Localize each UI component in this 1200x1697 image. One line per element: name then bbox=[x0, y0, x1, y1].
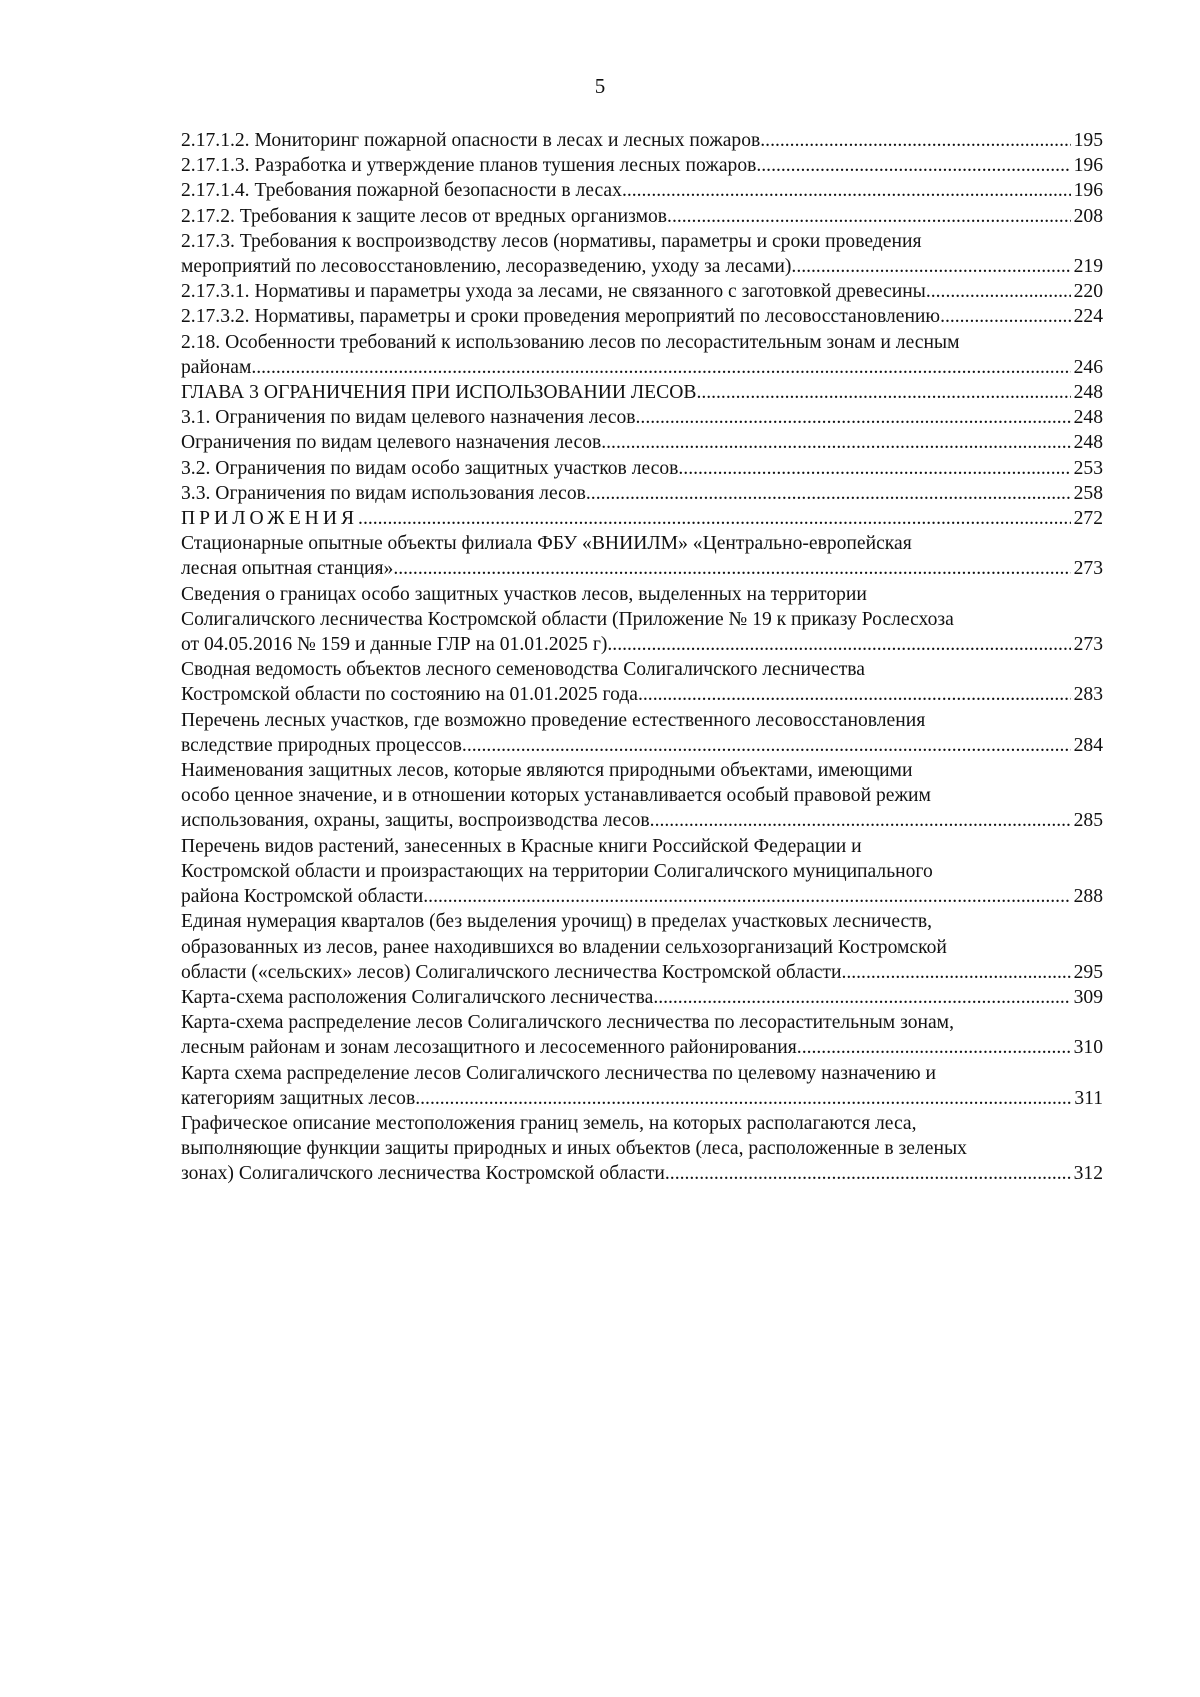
dot-leader bbox=[696, 380, 1070, 405]
toc-entry[interactable] bbox=[181, 582, 1103, 658]
toc-entry-page-number: 248 bbox=[1073, 382, 1103, 404]
toc-entry[interactable] bbox=[181, 279, 1103, 304]
toc-entry-title: Ограничения по видам целевого назначения лесов bbox=[181, 432, 602, 454]
dot-leader bbox=[358, 506, 1071, 531]
toc-entry-title: 2.17.1.3. Разработка и утверждение планов тушения лесных пожаров bbox=[181, 155, 757, 177]
toc-entry-title: зонах) Солигаличского лесничества Костромской области bbox=[181, 1163, 665, 1185]
dot-leader bbox=[653, 985, 1070, 1010]
toc-entry-page-number: 208 bbox=[1073, 205, 1103, 227]
toc-entry-final-line bbox=[181, 254, 1103, 279]
toc-entry-final-line bbox=[181, 279, 1103, 304]
toc-entry-page-number: 196 bbox=[1073, 180, 1103, 202]
toc-entry[interactable] bbox=[181, 456, 1103, 481]
toc-entry-final-line bbox=[181, 1086, 1103, 1111]
dot-leader bbox=[756, 153, 1070, 178]
toc-entry[interactable] bbox=[181, 229, 1103, 279]
dot-leader bbox=[667, 204, 1071, 229]
toc-entry-final-line bbox=[181, 960, 1103, 985]
toc-entry-text-line: выполняющие функции защиты природных и иных объектов (леса, расположенные в зеленых bbox=[181, 1138, 967, 1160]
toc-entry-text-line: 2.18. Особенности требований к использованию лесов по лесорастительным зонам и лесным bbox=[181, 331, 960, 353]
toc-entry[interactable] bbox=[181, 1010, 1103, 1060]
toc-entry-final-line bbox=[181, 204, 1103, 229]
toc-entry-title: Костромской области по состоянию на 01.01.2025 года bbox=[181, 684, 638, 706]
toc-entry-page-number: 224 bbox=[1073, 306, 1103, 328]
dot-leader bbox=[797, 1035, 1071, 1060]
toc-entry-final-line bbox=[181, 1161, 1103, 1186]
toc-entry[interactable] bbox=[181, 1111, 1103, 1187]
toc-entry[interactable] bbox=[181, 531, 1103, 581]
toc-entry-text-line: 2.17.3. Требования к воспроизводству лесов (нормативы, параметры и сроки проведения bbox=[181, 230, 922, 252]
toc-entry-page-number: 284 bbox=[1073, 734, 1103, 756]
toc-entry[interactable] bbox=[181, 204, 1103, 229]
toc-entry[interactable] bbox=[181, 506, 1103, 531]
toc-entry-title: 2.17.1.2. Мониторинг пожарной опасности в лесах и лесных пожаров. bbox=[181, 130, 766, 151]
toc-entry-title: использования, охраны, защиты, воспроизводства лесов bbox=[181, 810, 650, 832]
toc-entry-title: лесным районам и зонам лесозащитного и лесосеменного районирования bbox=[181, 1037, 797, 1059]
toc-entry-final-line bbox=[181, 304, 1103, 329]
dot-leader bbox=[636, 405, 1071, 430]
toc-entry-page-number: 273 bbox=[1073, 558, 1103, 580]
toc-entry-page-number: 285 bbox=[1073, 810, 1103, 832]
toc-entry[interactable] bbox=[181, 153, 1103, 178]
toc-entry-title: ПРИЛОЖЕНИЯ bbox=[181, 508, 359, 530]
toc-entry-page-number: 312 bbox=[1073, 1163, 1103, 1185]
dot-leader bbox=[607, 632, 1070, 657]
toc-entry-page-number: 196 bbox=[1073, 155, 1103, 177]
toc-entry[interactable] bbox=[181, 708, 1103, 758]
toc-entry-final-line bbox=[181, 985, 1103, 1010]
toc-entry-page-number: 310 bbox=[1073, 1037, 1103, 1059]
toc-entry-page-number: 283 bbox=[1073, 684, 1103, 706]
toc-entry[interactable] bbox=[181, 430, 1103, 455]
toc-entry-title: 2.17.1.4. Требования пожарной безопасности в лесах bbox=[181, 180, 622, 202]
toc-entry[interactable] bbox=[181, 834, 1103, 910]
toc-entry-final-line bbox=[181, 682, 1103, 707]
toc-entry[interactable] bbox=[181, 178, 1103, 203]
toc-entry-final-line bbox=[181, 884, 1103, 909]
toc-entry-page-number: 246 bbox=[1073, 356, 1103, 378]
toc-entry-text-line: Графическое описание местоположения границ земель, на которых располагаются леса, bbox=[181, 1112, 917, 1134]
dot-leader bbox=[846, 960, 1070, 985]
toc-entry-title: 3.2. Ограничения по видам особо защитных участков лесов bbox=[181, 457, 679, 479]
toc-entry[interactable] bbox=[181, 304, 1103, 329]
toc-entry-text-line: Стационарные опытные объекты филиала ФБУ «ВНИИЛМ» «Центрально-европейская bbox=[181, 533, 912, 555]
toc-entry[interactable] bbox=[181, 1061, 1103, 1111]
dot-leader bbox=[415, 1086, 1071, 1111]
toc-entry-title: 2.17.3.2. Нормативы, параметры и сроки проведения мероприятий по лесовосстановлению bbox=[181, 306, 941, 328]
toc-entry-text-line: Солигаличского лесничества Костромской области (Приложение № 19 к приказу Рослесхоза bbox=[181, 608, 954, 630]
toc-entry-final-line bbox=[181, 153, 1103, 178]
toc-entry-page-number: 219 bbox=[1073, 256, 1103, 278]
dot-leader bbox=[423, 884, 1070, 909]
dot-leader bbox=[665, 1161, 1071, 1186]
dot-leader bbox=[251, 355, 1070, 380]
toc-entry-title: района Костромской области bbox=[181, 886, 424, 908]
toc-entry-title: 3.3. Ограничения по видам использования лесов bbox=[181, 482, 586, 504]
toc-entry-title: Карта-схема расположения Солигаличского лесничества bbox=[181, 986, 654, 1008]
toc-entry[interactable] bbox=[181, 330, 1103, 380]
toc-entry-text-line: Карта-схема распределение лесов Солигаличского лесничества по лесорастительным зонам, bbox=[181, 1012, 954, 1034]
table-of-contents bbox=[181, 128, 1103, 1187]
toc-entry-text-line: Сведения о границах особо защитных участков лесов, выделенных на территории bbox=[181, 583, 867, 605]
toc-entry-title: 3.1. Ограничения по видам целевого назначения лесов bbox=[181, 407, 636, 429]
toc-entry-final-line bbox=[181, 733, 1103, 758]
toc-entry-final-line bbox=[181, 430, 1103, 455]
toc-entry-final-line bbox=[181, 1035, 1103, 1060]
toc-entry-title: от 04.05.2016 № 159 и данные ГЛР на 01.01.2025 г) bbox=[181, 634, 608, 656]
toc-entry-final-line bbox=[181, 456, 1103, 481]
toc-entry-text-line: Перечень видов растений, занесенных в Красные книги Российской Федерации и bbox=[181, 835, 862, 857]
toc-entry-title: области («сельских» лесов) Солигаличского лесничества Костромской области. bbox=[181, 961, 847, 983]
page-number: 5 bbox=[594, 74, 606, 98]
toc-entry-text-line: Единая нумерация кварталов (без выделения урочищ) в пределах участковых лесничеств, bbox=[181, 911, 932, 933]
toc-entry-page-number: 311 bbox=[1074, 1087, 1103, 1109]
toc-entry[interactable] bbox=[181, 481, 1103, 506]
toc-entry-final-line bbox=[181, 632, 1103, 657]
dot-leader bbox=[601, 430, 1070, 455]
toc-entry-title: 2.17.2. Требования к защите лесов от вредных организмов bbox=[181, 205, 668, 227]
toc-entry-page-number: 195 bbox=[1073, 130, 1103, 151]
toc-entry-final-line bbox=[181, 355, 1103, 380]
toc-entry-page-number: 220 bbox=[1073, 281, 1103, 303]
dot-leader bbox=[765, 128, 1070, 153]
toc-entry-page-number: 309 bbox=[1073, 986, 1103, 1008]
toc-entry-text-line: Перечень лесных участков, где возможно проведение естественного лесовосстановления bbox=[181, 709, 926, 731]
toc-entry-title: 2.17.3.1. Нормативы и параметры ухода за лесами, не связанного с заготовкой древесины bbox=[181, 281, 926, 303]
dot-leader bbox=[462, 733, 1071, 758]
toc-entry[interactable] bbox=[181, 985, 1103, 1010]
toc-entry-text-line: образованных из лесов, ранее находившихся во владении сельхозорганизаций Костромской bbox=[181, 936, 947, 958]
dot-leader bbox=[791, 254, 1070, 279]
toc-entry-page-number: 248 bbox=[1073, 432, 1103, 454]
toc-entry-page-number: 288 bbox=[1073, 886, 1103, 908]
toc-entry-final-line bbox=[181, 405, 1103, 430]
toc-entry-page-number: 295 bbox=[1073, 961, 1103, 983]
toc-entry-final-line bbox=[181, 128, 1103, 153]
toc-entry-title: категориям защитных лесов bbox=[181, 1087, 416, 1109]
toc-entry[interactable] bbox=[181, 380, 1103, 405]
dot-leader bbox=[650, 808, 1071, 833]
toc-entry-title: районам bbox=[181, 356, 252, 378]
dot-leader bbox=[926, 279, 1071, 304]
toc-entry-page-number: 248 bbox=[1073, 407, 1103, 429]
toc-entry[interactable] bbox=[181, 657, 1103, 707]
dot-leader bbox=[638, 682, 1071, 707]
toc-entry-text-line: Наименования защитных лесов, которые являются природными объектами, имеющими bbox=[181, 760, 913, 782]
toc-entry-page-number: 273 bbox=[1073, 634, 1103, 656]
toc-entry[interactable] bbox=[181, 758, 1103, 834]
toc-entry[interactable] bbox=[181, 128, 1103, 153]
toc-entry-page-number: 272 bbox=[1073, 508, 1103, 530]
toc-entry[interactable] bbox=[181, 909, 1103, 985]
dot-leader bbox=[940, 304, 1071, 329]
dot-leader bbox=[393, 556, 1070, 581]
toc-entry-title: вследствие природных процессов bbox=[181, 734, 462, 756]
toc-entry[interactable] bbox=[181, 405, 1103, 430]
toc-entry-text-line: Костромской области и произрастающих на территории Солигаличского муниципального bbox=[181, 860, 933, 882]
toc-entry-page-number: 258 bbox=[1073, 482, 1103, 504]
toc-entry-title: лесная опытная станция» bbox=[181, 558, 394, 580]
toc-entry-text-line: особо ценное значение, и в отношении которых устанавливается особый правовой режим bbox=[181, 785, 931, 807]
toc-entry-final-line bbox=[181, 808, 1103, 833]
toc-entry-final-line bbox=[181, 481, 1103, 506]
dot-leader bbox=[622, 178, 1071, 203]
dot-leader bbox=[678, 456, 1070, 481]
toc-entry-final-line bbox=[181, 506, 1103, 531]
toc-entry-title: мероприятий по лесовосстановлению, лесоразведению, уходу за лесами) bbox=[181, 256, 792, 278]
toc-entry-final-line bbox=[181, 556, 1103, 581]
toc-entry-final-line bbox=[181, 178, 1103, 203]
dot-leader bbox=[586, 481, 1071, 506]
toc-entry-text-line: Карта схема распределение лесов Солигаличского лесничества по целевому назначению и bbox=[181, 1062, 936, 1084]
toc-entry-final-line bbox=[181, 380, 1103, 405]
toc-entry-page-number: 253 bbox=[1073, 457, 1103, 479]
toc-entry-text-line: Сводная ведомость объектов лесного семеноводства Солигаличского лесничества bbox=[181, 659, 865, 681]
toc-entry-title: ГЛАВА 3 ОГРАНИЧЕНИЯ ПРИ ИСПОЛЬЗОВАНИИ ЛЕСОВ bbox=[181, 382, 697, 404]
